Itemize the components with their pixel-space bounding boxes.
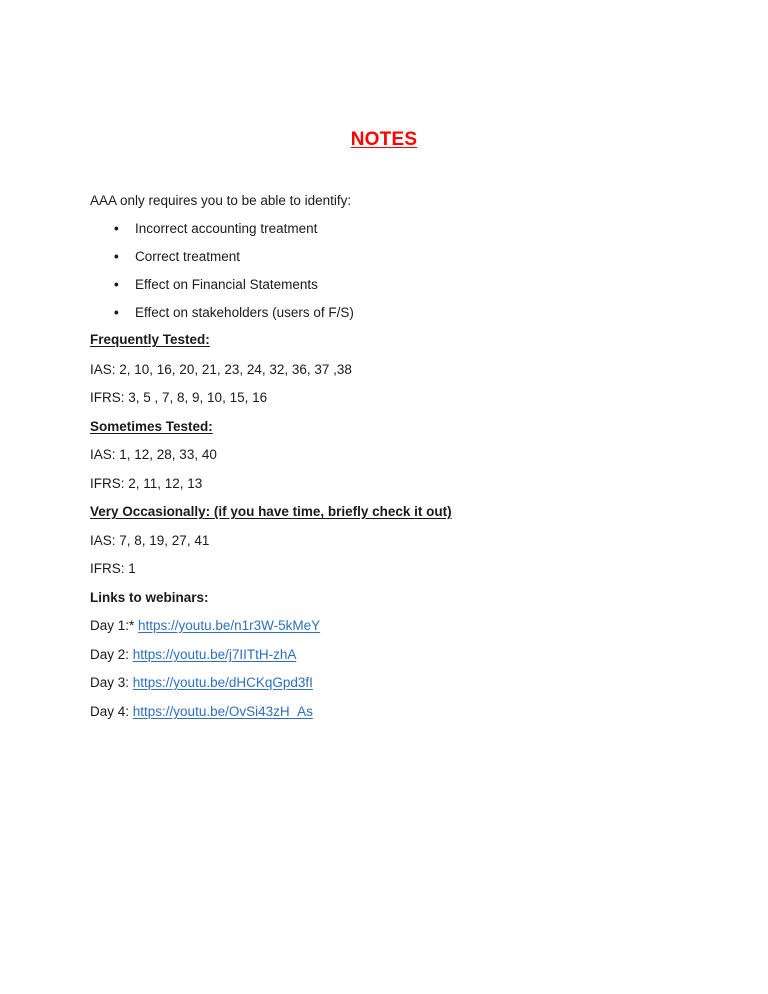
webinar-link-row — [90, 617, 320, 635]
bullet-text: Effect on stakeholders (users of F/S) — [135, 305, 354, 320]
webinar-link[interactable]: https://youtu.be/j7IITtH-zhA — [132, 647, 297, 662]
bullet-icon: • — [114, 221, 119, 236]
webinar-link-row — [90, 674, 313, 692]
page-title: NOTES — [350, 129, 418, 150]
bullet-icon: • — [114, 249, 119, 264]
sometimes-ifrs-line: IFRS: 2, 11, 12, 13 — [90, 476, 203, 491]
frequently-ifrs-line: IFRS: 3, 5 , 7, 8, 9, 10, 15, 16 — [90, 390, 268, 405]
frequently-tested-heading: Frequently Tested: — [90, 332, 210, 347]
sometimes-tested-heading: Sometimes Tested: — [90, 419, 213, 434]
webinar-day-label: Day 4: — [90, 704, 133, 719]
webinar-links-heading: Links to webinars: — [90, 590, 209, 605]
webinar-link[interactable]: https://youtu.be/n1r3W-5kMeY — [138, 618, 321, 633]
intro-text: AAA only requires you to be able to identify: — [90, 193, 352, 208]
bullet-text: Correct treatment — [135, 249, 241, 264]
webinar-link-row — [90, 646, 296, 664]
bullet-icon: • — [114, 277, 119, 292]
webinar-day-label: Day 1:* — [90, 618, 139, 633]
webinar-day-label: Day 3: — [90, 675, 133, 690]
occasionally-ias-line: IAS: 7, 8, 19, 27, 41 — [90, 533, 210, 548]
bullet-text: Effect on Financial Statements — [135, 277, 318, 292]
bullet-icon: • — [114, 305, 119, 320]
bullet-text: Incorrect accounting treatment — [135, 221, 318, 236]
sometimes-ias-line: IAS: 1, 12, 28, 33, 40 — [90, 447, 217, 462]
occasionally-tested-heading: Very Occasionally: (if you have time, briefly check it out) — [90, 504, 452, 519]
webinar-day-label: Day 2: — [90, 647, 133, 662]
occasionally-ifrs-line: IFRS: 1 — [90, 561, 136, 576]
frequently-ias-line: IAS: 2, 10, 16, 20, 21, 23, 24, 32, 36, 37 ,38 — [90, 362, 352, 377]
webinar-link[interactable]: https://youtu.be/dHCKqGpd3fI — [132, 675, 313, 690]
webinar-link-row — [90, 703, 313, 721]
webinar-link[interactable]: https://youtu.be/OvSi43zH_As — [132, 704, 313, 719]
